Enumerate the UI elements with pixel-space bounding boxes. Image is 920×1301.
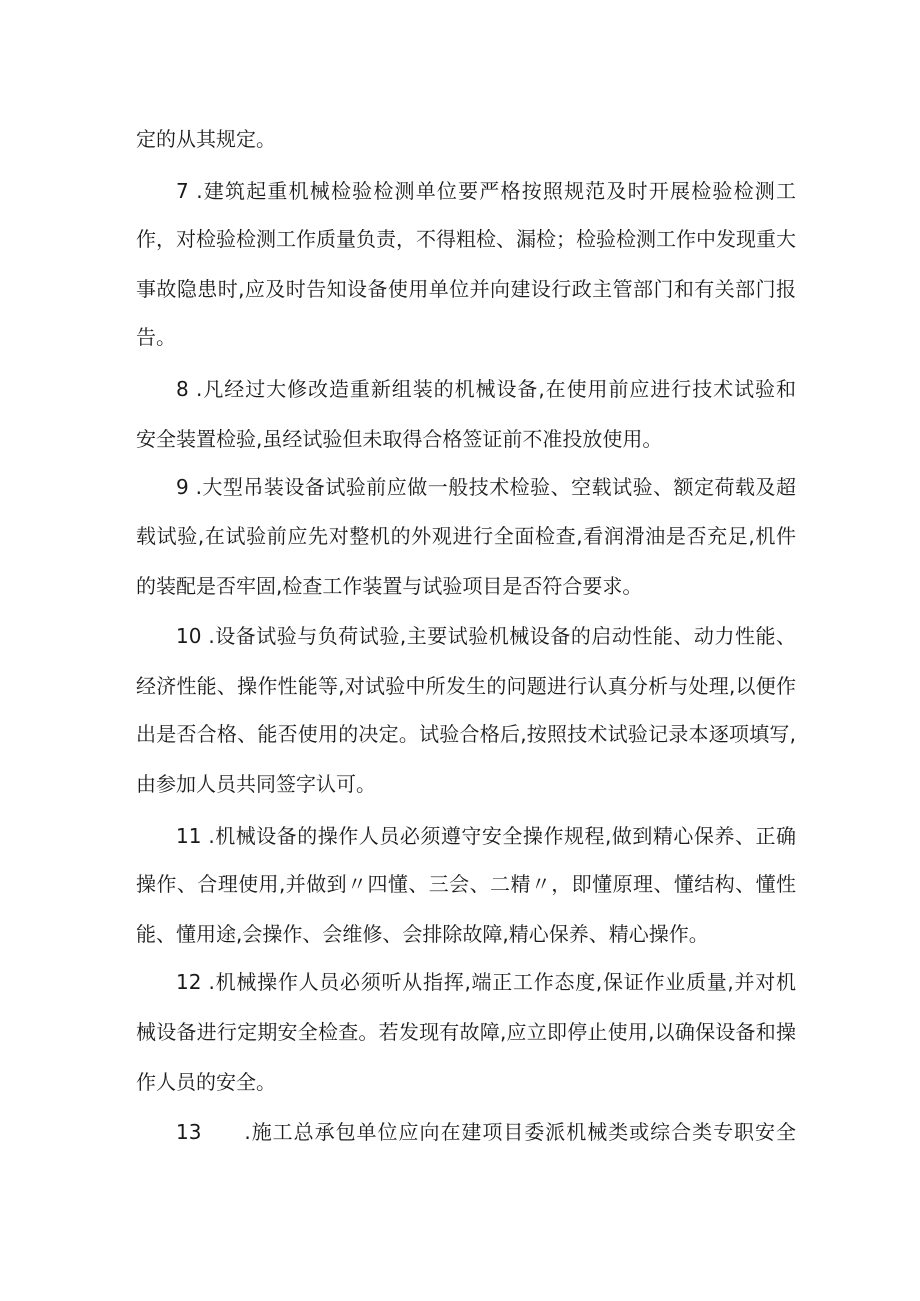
text-line-6: 8 .凡经过大修改造重新组装的机械设备,在使用前应进行技术试验和 [176, 377, 796, 401]
text-line-10: 的装配是否牢固,检查工作装置与试验项目是否符合要求。 [136, 574, 643, 598]
text-line-15: 11 .机械设备的操作人员必须遵守安全操作规程,做到精心保养、正确 [176, 824, 796, 848]
text-line-1: 定的从其规定。 [136, 127, 276, 151]
text-line-17: 能、懂用途,会操作、会维修、会排除故障,精心保养、精心操作。 [136, 922, 709, 946]
text-line-14: 由参加人员共同签字认可。 [136, 772, 376, 796]
text-line-9: 载试验,在试验前应先对整机的外观进行全面检查,看润滑油是否充足,机件 [136, 524, 796, 548]
text-line-16: 操作、合理使用,并做到〃四懂、三会、二精〃，即懂原理、懂结构、懂性 [136, 872, 796, 896]
text-line-20: 作人员的安全。 [136, 1070, 276, 1094]
text-line-18: 12 .机械操作人员必须听从指挥,端正工作态度,保证作业质量,并对机 [176, 970, 796, 994]
text-line-5: 告。 [136, 325, 176, 349]
text-line-8: 9 .大型吊装设备试验前应做一般技术检验、空载试验、额定荷载及超 [176, 475, 796, 499]
text-line-13: 出是否合格、能否使用的决定。试验合格后,按照技术试验记录本逐项填写, [136, 722, 796, 746]
text-line-7: 安全装置检验,虽经试验但未取得合格签证前不准投放使用。 [136, 427, 663, 451]
text-line-21: 13 .施工总承包单位应向在建项目委派机械类或综合类专职安全 [176, 1120, 796, 1144]
text-line-11: 10 .设备试验与负荷试验,主要试验机械设备的启动性能、动力性能、 [176, 624, 796, 648]
text-line-12: 经济性能、操作性能等,对试验中所发生的问题进行认真分析与处理,以便作 [136, 674, 796, 698]
text-line-4: 事故隐患时,应及时告知设备使用单位并向建设行政主管部门和有关部门报 [136, 277, 796, 301]
text-line-19: 械设备进行定期安全检查。若发现有故障,应立即停止使用,以确保设备和操 [136, 1020, 796, 1044]
text-line-3: 作，对检验检测工作质量负责，不得粗检、漏检；检验检测工作中发现重大 [136, 227, 796, 251]
text-line-2: 7 .建筑起重机械检验检测单位要严格按照规范及时开展检验检测工 [176, 179, 796, 203]
